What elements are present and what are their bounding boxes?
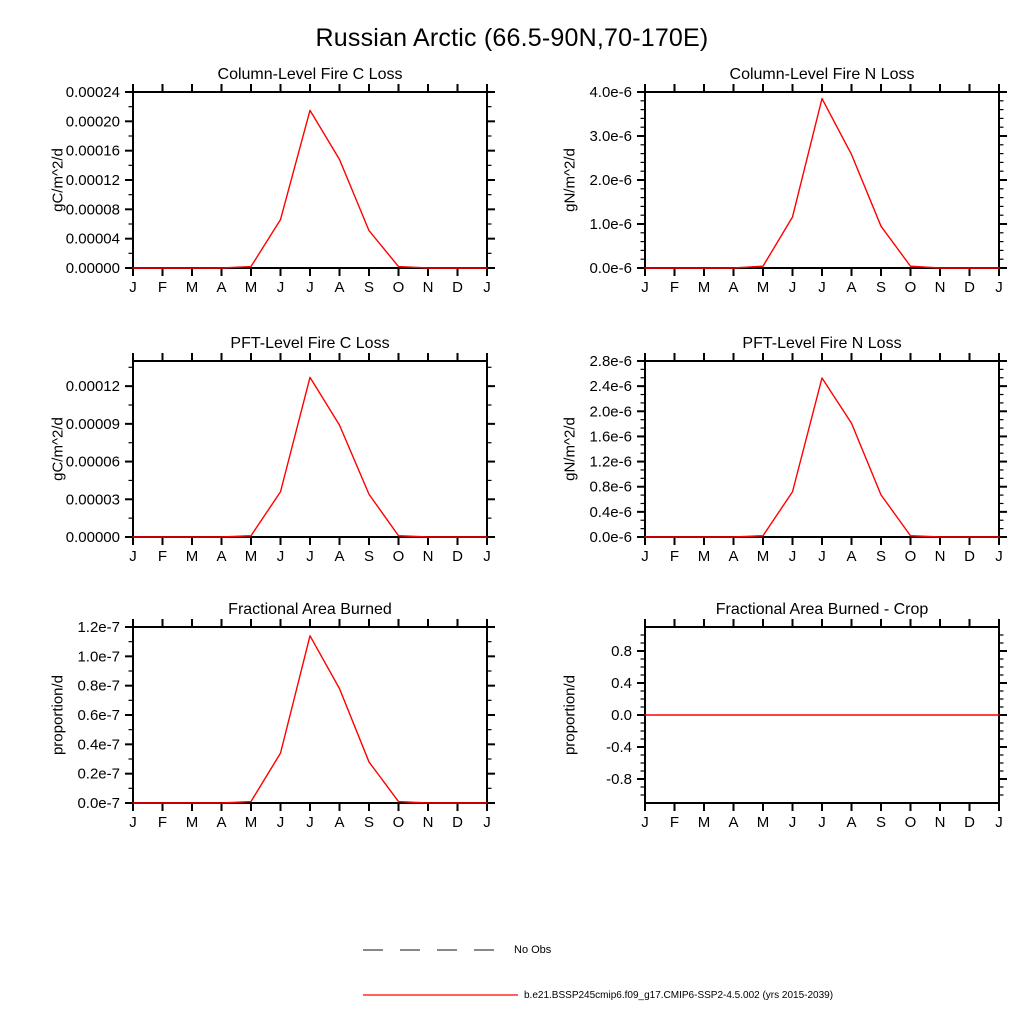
x-tick-label: A bbox=[216, 548, 227, 565]
x-tick-label: M bbox=[244, 548, 258, 565]
x-tick-label: A bbox=[334, 814, 345, 831]
y-tick-label: 0.00008 bbox=[65, 201, 120, 219]
legend-label: No Obs bbox=[514, 944, 552, 956]
x-tick-label: M bbox=[756, 279, 770, 296]
x-tick-label: J bbox=[129, 548, 137, 565]
x-tick-label: J bbox=[995, 814, 1003, 831]
x-tick-label: M bbox=[697, 548, 711, 565]
x-tick-label: J bbox=[788, 279, 797, 296]
panel-column-fire-c-loss bbox=[0, 60, 512, 330]
chart-canvas bbox=[0, 60, 512, 330]
y-tick-label: 0.8e-6 bbox=[589, 478, 632, 496]
panel-fractional-area-burned bbox=[0, 595, 512, 865]
x-tick-label: J bbox=[641, 814, 649, 831]
x-tick-label: A bbox=[216, 814, 227, 831]
x-tick-label: N bbox=[422, 279, 434, 296]
x-tick-label: M bbox=[185, 279, 199, 296]
y-tick-label: 2.8e-6 bbox=[589, 353, 632, 370]
x-tick-label: N bbox=[934, 814, 946, 831]
y-tick-label: 0.2e-7 bbox=[77, 765, 120, 783]
x-tick-label: D bbox=[964, 814, 975, 831]
y-tick-label: 1.2e-6 bbox=[589, 453, 632, 471]
x-tick-label: M bbox=[756, 548, 770, 565]
x-tick-label: J bbox=[276, 548, 285, 565]
x-tick-label: O bbox=[392, 279, 405, 296]
panel-column-fire-n-loss bbox=[512, 60, 1024, 330]
x-tick-label: J bbox=[276, 279, 285, 296]
x-tick-label: D bbox=[452, 548, 463, 565]
y-tick-label: 0.00012 bbox=[65, 172, 120, 189]
y-tick-label: 2.0e-6 bbox=[589, 172, 632, 189]
y-tick-label: 0.00016 bbox=[65, 142, 120, 160]
y-tick-label: 0.00020 bbox=[65, 113, 120, 131]
x-tick-label: N bbox=[934, 548, 946, 565]
y-tick-label: 0.00012 bbox=[65, 378, 120, 396]
model-line-sample bbox=[363, 989, 518, 1001]
x-tick-label: J bbox=[276, 814, 285, 831]
y-tick-label: 0.8e-7 bbox=[77, 677, 120, 695]
series-line bbox=[133, 377, 487, 537]
y-tick-label: 0.4e-6 bbox=[589, 503, 632, 521]
y-tick-label: 0.4e-7 bbox=[77, 736, 120, 754]
x-tick-label: M bbox=[697, 279, 711, 296]
y-tick-label: 0.6e-7 bbox=[77, 707, 120, 724]
x-tick-label: A bbox=[334, 548, 345, 565]
plot-frame bbox=[133, 92, 487, 268]
plot-frame bbox=[133, 361, 487, 537]
y-axis-label: gC/m^2/d bbox=[49, 417, 67, 481]
x-tick-label: J bbox=[483, 548, 491, 565]
y-tick-label: 0.0e-7 bbox=[77, 795, 120, 812]
series-line bbox=[133, 636, 487, 803]
no-obs-line-sample bbox=[363, 944, 508, 956]
panel-title: Fractional Area Burned bbox=[228, 601, 392, 618]
y-axis-label: gN/m^2/d bbox=[561, 417, 579, 481]
panel-pft-fire-n-loss bbox=[512, 329, 1024, 599]
x-tick-label: J bbox=[129, 814, 137, 831]
x-tick-label: J bbox=[818, 814, 826, 831]
y-tick-label: 1.0e-6 bbox=[589, 216, 632, 233]
series-line bbox=[645, 99, 999, 268]
x-tick-label: J bbox=[129, 279, 137, 296]
y-axis-label: proportion/d bbox=[49, 674, 67, 756]
x-tick-label: J bbox=[818, 279, 826, 296]
panel-title: Fractional Area Burned - Crop bbox=[715, 601, 929, 618]
x-tick-label: J bbox=[641, 548, 649, 565]
y-tick-label: 0.4 bbox=[611, 675, 632, 692]
y-tick-label: -0.4 bbox=[606, 739, 632, 756]
x-tick-label: J bbox=[306, 548, 314, 565]
x-tick-label: J bbox=[995, 548, 1003, 565]
y-tick-label: 0.00004 bbox=[65, 230, 120, 248]
y-tick-label: 0.00024 bbox=[65, 84, 120, 101]
plot-frame bbox=[645, 92, 999, 268]
x-tick-label: O bbox=[392, 548, 405, 565]
x-tick-label: S bbox=[875, 814, 887, 831]
figure-title: Russian Arctic (66.5-90N,70-170E) bbox=[315, 24, 709, 52]
y-tick-label: -0.8 bbox=[606, 771, 632, 788]
panel-pft-fire-c-loss bbox=[0, 329, 512, 599]
chart-canvas bbox=[0, 595, 512, 865]
panel-title: Column-Level Fire N Loss bbox=[729, 66, 915, 83]
x-tick-label: A bbox=[728, 279, 739, 296]
legend-label: b.e21.BSSP245cmip6.f09_g17.CMIP6-SSP2-4.5.002 (yrs 2015-2039) bbox=[524, 989, 834, 1001]
panel-fractional-area-burned-crop bbox=[512, 595, 1024, 865]
legend-entry-model-case bbox=[363, 983, 833, 1007]
x-tick-label: N bbox=[422, 548, 434, 565]
y-axis-label: gN/m^2/d bbox=[561, 148, 579, 212]
x-tick-label: A bbox=[216, 279, 227, 296]
y-axis-label: gC/m^2/d bbox=[49, 148, 67, 212]
y-tick-label: 1.6e-6 bbox=[589, 428, 632, 446]
y-tick-label: 0.00003 bbox=[65, 491, 120, 509]
x-tick-label: F bbox=[157, 548, 168, 565]
x-tick-label: A bbox=[846, 814, 857, 831]
x-tick-label: A bbox=[334, 279, 345, 296]
x-tick-label: J bbox=[306, 814, 314, 831]
x-tick-label: J bbox=[483, 279, 491, 296]
x-tick-label: M bbox=[697, 814, 711, 831]
y-tick-label: 2.0e-6 bbox=[589, 403, 632, 421]
chart-canvas bbox=[512, 595, 1024, 865]
x-tick-label: F bbox=[669, 814, 680, 831]
chart-canvas bbox=[0, 329, 512, 599]
x-tick-label: A bbox=[728, 548, 739, 565]
x-tick-label: M bbox=[244, 279, 258, 296]
x-tick-label: O bbox=[392, 814, 405, 831]
x-tick-label: J bbox=[483, 814, 491, 831]
x-tick-label: J bbox=[641, 279, 649, 296]
y-tick-label: 0.0 bbox=[611, 707, 632, 724]
x-tick-label: D bbox=[964, 279, 975, 296]
x-tick-label: O bbox=[904, 814, 917, 831]
x-tick-label: D bbox=[964, 548, 975, 565]
x-tick-label: A bbox=[728, 814, 739, 831]
y-tick-label: 0.0e-6 bbox=[589, 260, 632, 277]
x-tick-label: J bbox=[788, 548, 797, 565]
x-tick-label: O bbox=[904, 279, 917, 296]
x-tick-label: S bbox=[363, 279, 375, 296]
y-tick-label: 0.8 bbox=[611, 643, 632, 660]
x-tick-label: F bbox=[669, 548, 680, 565]
x-tick-label: M bbox=[185, 548, 199, 565]
x-tick-label: D bbox=[452, 814, 463, 831]
x-tick-label: S bbox=[875, 279, 887, 296]
y-tick-label: 0.00006 bbox=[65, 453, 120, 471]
x-tick-label: O bbox=[904, 548, 917, 565]
chart-canvas bbox=[512, 60, 1024, 330]
x-tick-label: N bbox=[934, 279, 946, 296]
y-tick-label: 3.0e-6 bbox=[589, 128, 632, 145]
x-tick-label: A bbox=[846, 279, 857, 296]
x-tick-label: F bbox=[157, 279, 168, 296]
panel-title: Column-Level Fire C Loss bbox=[217, 66, 403, 83]
x-tick-label: J bbox=[818, 548, 826, 565]
y-tick-label: 1.0e-7 bbox=[77, 648, 120, 666]
y-tick-label: 0.00009 bbox=[65, 415, 120, 433]
x-tick-label: J bbox=[995, 279, 1003, 296]
x-tick-label: D bbox=[452, 279, 463, 296]
y-tick-label: 0.00000 bbox=[65, 260, 120, 277]
x-tick-label: M bbox=[756, 814, 770, 831]
y-tick-label: 0.0e-6 bbox=[589, 529, 632, 546]
panel-title: PFT-Level Fire C Loss bbox=[230, 335, 390, 352]
x-tick-label: S bbox=[875, 548, 887, 565]
x-tick-label: S bbox=[363, 814, 375, 831]
y-tick-label: 2.4e-6 bbox=[589, 378, 632, 396]
y-tick-label: 1.2e-7 bbox=[77, 619, 120, 636]
plot-frame bbox=[645, 361, 999, 537]
y-tick-label: 4.0e-6 bbox=[589, 84, 632, 101]
plot-frame bbox=[133, 627, 487, 803]
x-tick-label: M bbox=[244, 814, 258, 831]
y-tick-label: 0.00000 bbox=[65, 529, 120, 546]
panel-title: PFT-Level Fire N Loss bbox=[742, 335, 902, 352]
x-tick-label: J bbox=[788, 814, 797, 831]
chart-canvas bbox=[512, 329, 1024, 599]
x-tick-label: M bbox=[185, 814, 199, 831]
x-tick-label: F bbox=[669, 279, 680, 296]
x-tick-label: S bbox=[363, 548, 375, 565]
x-tick-label: F bbox=[157, 814, 168, 831]
y-axis-label: proportion/d bbox=[561, 674, 579, 756]
series-line bbox=[133, 110, 487, 268]
x-tick-label: J bbox=[306, 279, 314, 296]
series-line bbox=[645, 378, 999, 537]
x-tick-label: A bbox=[846, 548, 857, 565]
legend-entry-no-obs bbox=[363, 938, 551, 962]
x-tick-label: N bbox=[422, 814, 434, 831]
